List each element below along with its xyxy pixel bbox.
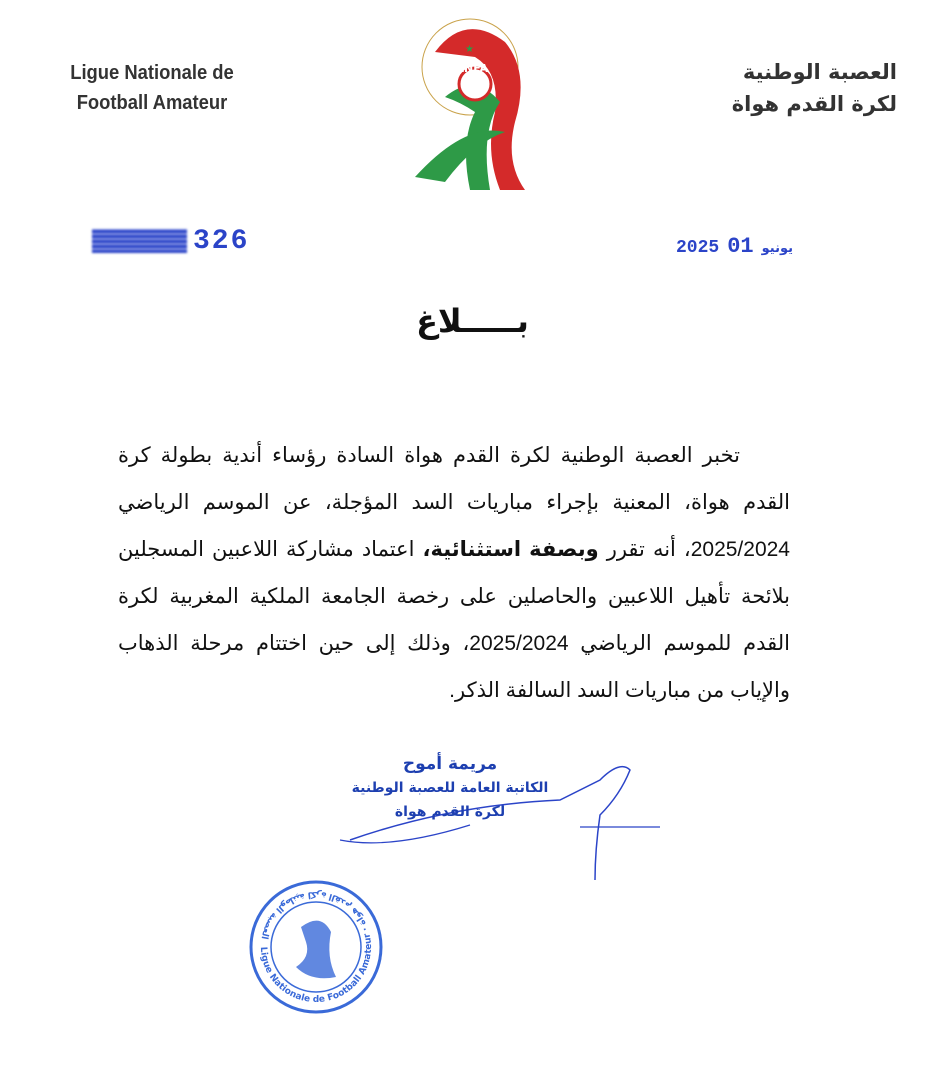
body-text-1: تخبر العصبة الوطنية لكرة القدم هواة السادة رؤساء أندية بطولة كرة القدم هواة، المعنية بإجراء مباريات السد المؤجلة، عن الموسم الرياضي 2025/2024، أنه تقرر xyxy=(118,444,790,561)
official-stamp xyxy=(246,877,386,1017)
logo-text: LNFA xyxy=(457,62,488,75)
document-title: بـــــلاغ xyxy=(416,302,529,340)
svg-text:★: ★ xyxy=(465,44,474,55)
lnfa-logo xyxy=(405,12,540,192)
body-text-bold: وبصفة استثنائية، xyxy=(422,538,599,561)
svg-text:Ligue Nationale de Football Am: Ligue Nationale de Football Amateur · العصبة الوطنية لكرة القدم هواة xyxy=(257,888,375,1006)
document-date xyxy=(676,234,801,259)
reference-number-value: 326 xyxy=(193,226,250,257)
date-year: 2025 xyxy=(676,238,720,258)
league-name-french xyxy=(60,58,244,118)
league-name-french-line2: Football Amateur xyxy=(76,92,228,114)
signature-block xyxy=(350,752,550,824)
reference-number xyxy=(92,226,249,257)
signatory-role-line2: لكرة القدم هواة xyxy=(394,804,506,820)
signatory-role-line1: الكاتبة العامة للعصبة الوطنية xyxy=(351,780,549,796)
league-name-arabic-line2: لكرة القدم هواة xyxy=(731,92,897,116)
league-name-arabic-line1: العصبة الوطنية xyxy=(742,60,897,84)
league-name-french-line1: Ligue Nationale de xyxy=(70,62,234,84)
redacted-reference-prefix xyxy=(92,229,187,253)
announcement-body xyxy=(118,432,790,714)
signatory-name: مريمة أموح xyxy=(402,754,498,774)
date-month: يونيو xyxy=(761,241,793,256)
body-text-2: اعتماد مشاركة اللاعبين المسجلين بلائحة تأهيل اللاعبين والحاصلين على رخصة الجامعة الملكية المغربية لكرة القدم للموسم الرياضي 2025/2024، وذلك إلى حين اختتام مرحلة الذهاب والإياب من مباريات السد السالفة الذكر. xyxy=(118,538,790,702)
date-day: 01 xyxy=(727,234,754,259)
league-name-arabic xyxy=(697,56,897,120)
